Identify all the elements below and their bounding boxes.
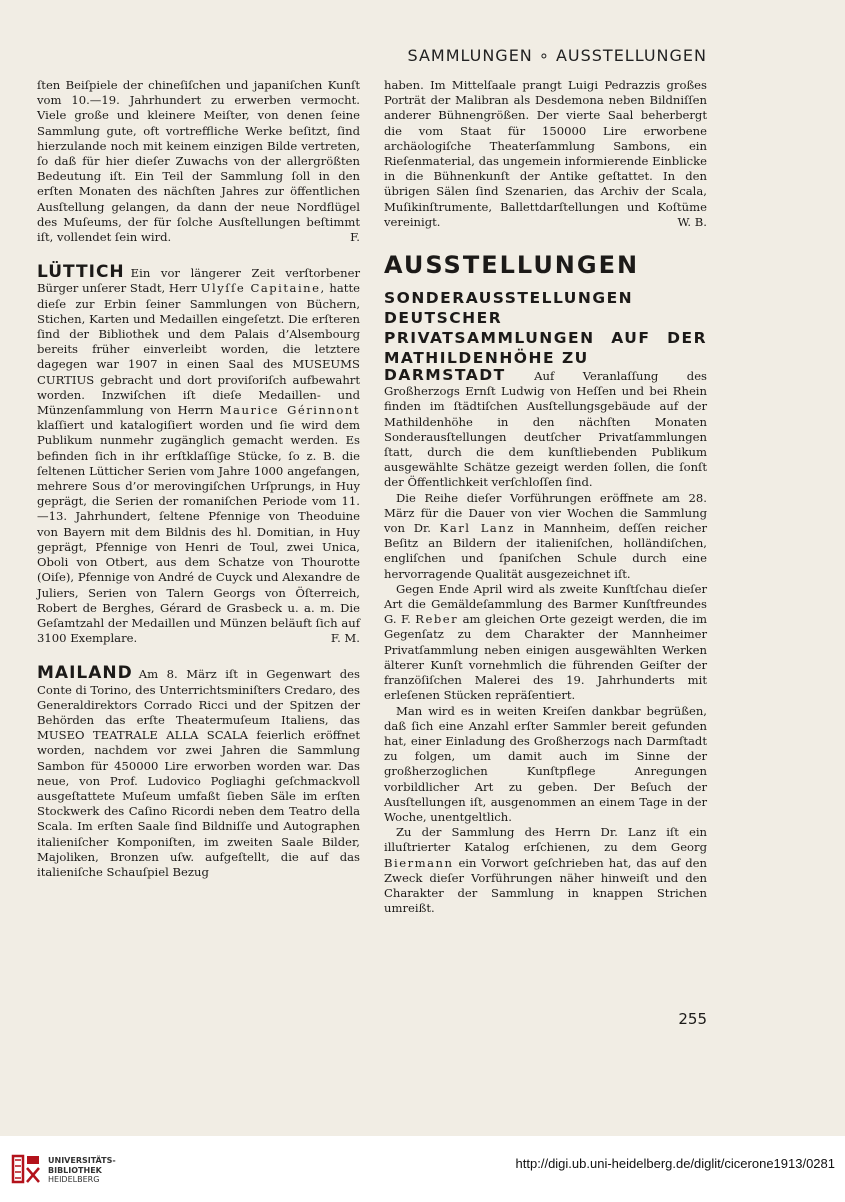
luettich-heading: LÜTTICH bbox=[37, 262, 125, 283]
darmstadt-paragraph-2: Die Reihe dieſer Vorführungen eröffnete am 28. März für die Dauer von vier Wochen die Sammlung von Dr. Karl Lanz in Mannheim, deſſen reicher Beſitz an Bildern der italieniſchen, holländiſchen, engliſchen und ſpaniſchen Schule durch eine hervorragende Qualität ausgezeichnet iſt. bbox=[384, 490, 707, 581]
library-logo-icon[interactable] bbox=[9, 1150, 43, 1188]
mailand-section bbox=[37, 663, 360, 880]
person-name: Karl Lanz bbox=[439, 521, 515, 536]
person-name: Biermann bbox=[384, 855, 454, 870]
luettich-signature: F. M. bbox=[330, 631, 360, 646]
darmstadt-paragraph-1: DARMSTADT Auf Veranlaſſung des Großherzogs Ernſt Ludwig von Heſſen und bei Rhein finden im ſtädtiſchen Ausſtellungsgebäude auf der Mathildenhöhe in den nächſten Monaten Sonderausſtellungen deutſcher Privatſammlungen ſtatt, durch die dem kunſtliebenden Publikum ausgewählte Schätze gezeigt werden ſollen, die ſonſt der Öffentlichkeit verſchloſſen ſind. bbox=[384, 366, 708, 490]
intro-signature: F. bbox=[350, 230, 360, 245]
library-logo-text[interactable]: UNIVERSITÄTS- BIBLIOTHEK HEIDELBERG bbox=[48, 1156, 116, 1184]
left-column bbox=[37, 78, 360, 900]
section-heading: AUSSTELLUNGEN bbox=[384, 251, 640, 280]
intro-paragraph: ſten Beiſpiele der chineſiſchen und japaniſchen Kunſt vom 10.—19. Jahrhundert zu erwerben vermocht. Viele große und kleinere Meiſter, von denen ſeine Sammlung gute, oft vortreffliche Werke beſitzt, ſind hierzulande noch mit keinem einzigen Bilde vertreten, ſo daß für hier dieſer Zuwachs von der allergrößten Bedeutung iſt. Ein Teil der Sammlung ſoll in den erſten Monaten des nächſten Jahres zur öffentlichen Ausſtellung gelangen, da dann der neue Nordflügel des Muſeums, der für ſolche Ausſtellungen beſtimmt iſt, vollendet ſein wird. F. bbox=[37, 78, 360, 245]
right-column bbox=[384, 78, 707, 916]
continuation-paragraph: haben. Im Mittelſaale prangt Luigi Pedrazzis großes Porträt der Malibran als Desdemona neben Bildniſſen anderer Bühnengrößen. Der vierte Saal beherbergt die vom Staat für 150000 Lire erworbene archäologiſche Theaterſammlung Sambons, ein Rieſenmaterial, das ungemein informierende Einblicke in die Bühnenkunſt der Antike geſtattet. In den übrigen Sälen ſind Szenarien, das Archiv der Scala, Muſikinſtrumente, Ballettdarſtellungen und Koſtüme vereinigt. W. B. bbox=[384, 78, 707, 229]
person-name: Reber bbox=[415, 612, 459, 627]
darmstadt-section bbox=[384, 288, 707, 916]
running-head: SAMMLUNGEN ∘ AUSSTELLUNGEN bbox=[407, 46, 707, 65]
footer-bar bbox=[0, 1136, 845, 1202]
intro-block bbox=[37, 78, 360, 245]
page-number: 255 bbox=[678, 1010, 707, 1028]
mailand-heading: MAILAND bbox=[37, 663, 133, 684]
luettich-paragraph: LÜTTICH Ein vor längerer Zeit verſtorbener Bürger unſerer Stadt, Herr Ulyſſe Capitaine, hatte dieſe zur Erbin ſeiner Sammlungen von Büchern, Stichen, Karten und Medaillen eingeſetzt. Die erſteren ſind der Bibliothek und dem Palais d’Alsembourg bereits früher einverleibt worden, die letztere dagegen war 1907 in einen Saal des MUSEUMS CURTIUS gebracht und dort proviſoriſch aufbewahrt worden. Inzwiſchen iſt dieſe Medaillen- und Münzenſammlung von Herrn Maurice Gérinnont klaſſiert und katalogiſiert worden und ſie wird dem Publikum nunmehr zugänglich gemacht werden. Es befinden ſich in ihr erſtklaſſige Stücke, ſo z. B. die ſeltenen Lütticher Serien vom Jahre 1000 angefangen, mehrere Sous d’or merovingiſchen Urſprungs, in Huy geprägt, die Serien der romaniſchen Periode vom 11.—13. Jahrhundert, ſeltene Pfennige von Theoduine von Bayern mit dem Bildnis des hl. Domitian, in Huy geprägt, Pfennige von Henri de Toul, zwei Unica, Oboli von Otbert, aus dem Schatze von Thourotte (Oiſe), Pfennige von André de Cuyck und Alexandre de Juliers, Serien von Talern Georgs von Öſterreich, Robert de Berghes, Gérard de Grasbeck u. a. m. Die Geſamtzahl der Medaillen und Münzen beläuft ſich auf 3100 Exemplare. F. M. bbox=[37, 262, 361, 646]
darmstadt-paragraph-4: Man wird es in weiten Kreiſen dankbar begrüßen, daß ſich eine Anzahl erſter Sammler bereit gefunden hat, einer Einladung des Großherzogs nach Darmſtadt zu folgen, um damit auch im Sinne der großherzoglichen Kunſtpflege Anregungen vorbildlicher Art zu geben. Der Beſuch der Ausſtellungen iſt, ausgenommen an einem Tage in der Woche, unentgeltlich. bbox=[384, 703, 707, 824]
continuation-block bbox=[384, 78, 707, 230]
darmstadt-paragraph-3: Gegen Ende April wird als zweite Kunſtſchau dieſer Art die Gemäldeſammlung des Barmer Kunſtfreundes G. F. Reber am gleichen Orte gezeigt werden, die im Gegenſatz zu dem Charakter der Mannheimer Privatſammlung neben einigen ausgewählten Werken älterer Kunſt vornehmlich die führenden Geiſter der franzöſiſchen Malerei des 19. Jahrhunderts mit erleſenen Stücken repräſentiert. bbox=[384, 581, 707, 703]
darmstadt-heading-city: DARMSTADT bbox=[384, 366, 506, 385]
darmstadt-paragraph-5: Zu der Sammlung des Herrn Dr. Lanz iſt ein illuſtrierter Katalog erſchienen, zu dem Georg Biermann ein Vorwort geſchrieben hat, das auf den Zweck dieſer Vorführungen näher hinweiſt und den Charakter der Sammlung in knappen Strichen umreißt. bbox=[384, 825, 707, 916]
mailand-paragraph: MAILAND Am 8. März iſt in Gegenwart des Conte di Torino, des Unterrichtsminiſters Credaro, des Generaldirektors Corrado Ricci und der Spitzen der Behörden das erſte Theatermuſeum Italiens, das MUSEO TEATRALE ALLA SCALA feierlich eröffnet worden, nachdem vor zwei Jahren die Sammlung Sambon für 450000 Lire erworben worden war. Das neue, von Prof. Ludovico Pogliaghi geſchmackvoll ausgeſtattete Muſeum umfaßt ſieben Säle im erſten Stockwerk des Caſino Ricordi neben dem Teatro della Scala. Im erſten Saale ſind Bildniſſe und Autographen italieniſcher Komponiſten, im zweiten Saale Bilder, Majoliken, Bronzen uſw. aufgeſtellt, die auf das italieniſche Schauſpiel Bezug bbox=[37, 663, 360, 879]
continuation-signature: W. B. bbox=[677, 214, 707, 229]
luettich-section bbox=[37, 262, 361, 646]
darmstadt-heading: SONDERAUSSTELLUNGEN DEUTSCHER PRIVATSAMMLUNGEN AUF DER MATHILDENHÖHE ZU bbox=[384, 289, 707, 368]
source-url-link[interactable]: http://digi.ub.uni-heidelberg.de/diglit/cicerone1913/0281 bbox=[515, 1156, 835, 1171]
person-name: Maurice Gérinnont bbox=[219, 403, 361, 418]
person-name: Ulyſſe Capitaine, bbox=[200, 281, 326, 296]
